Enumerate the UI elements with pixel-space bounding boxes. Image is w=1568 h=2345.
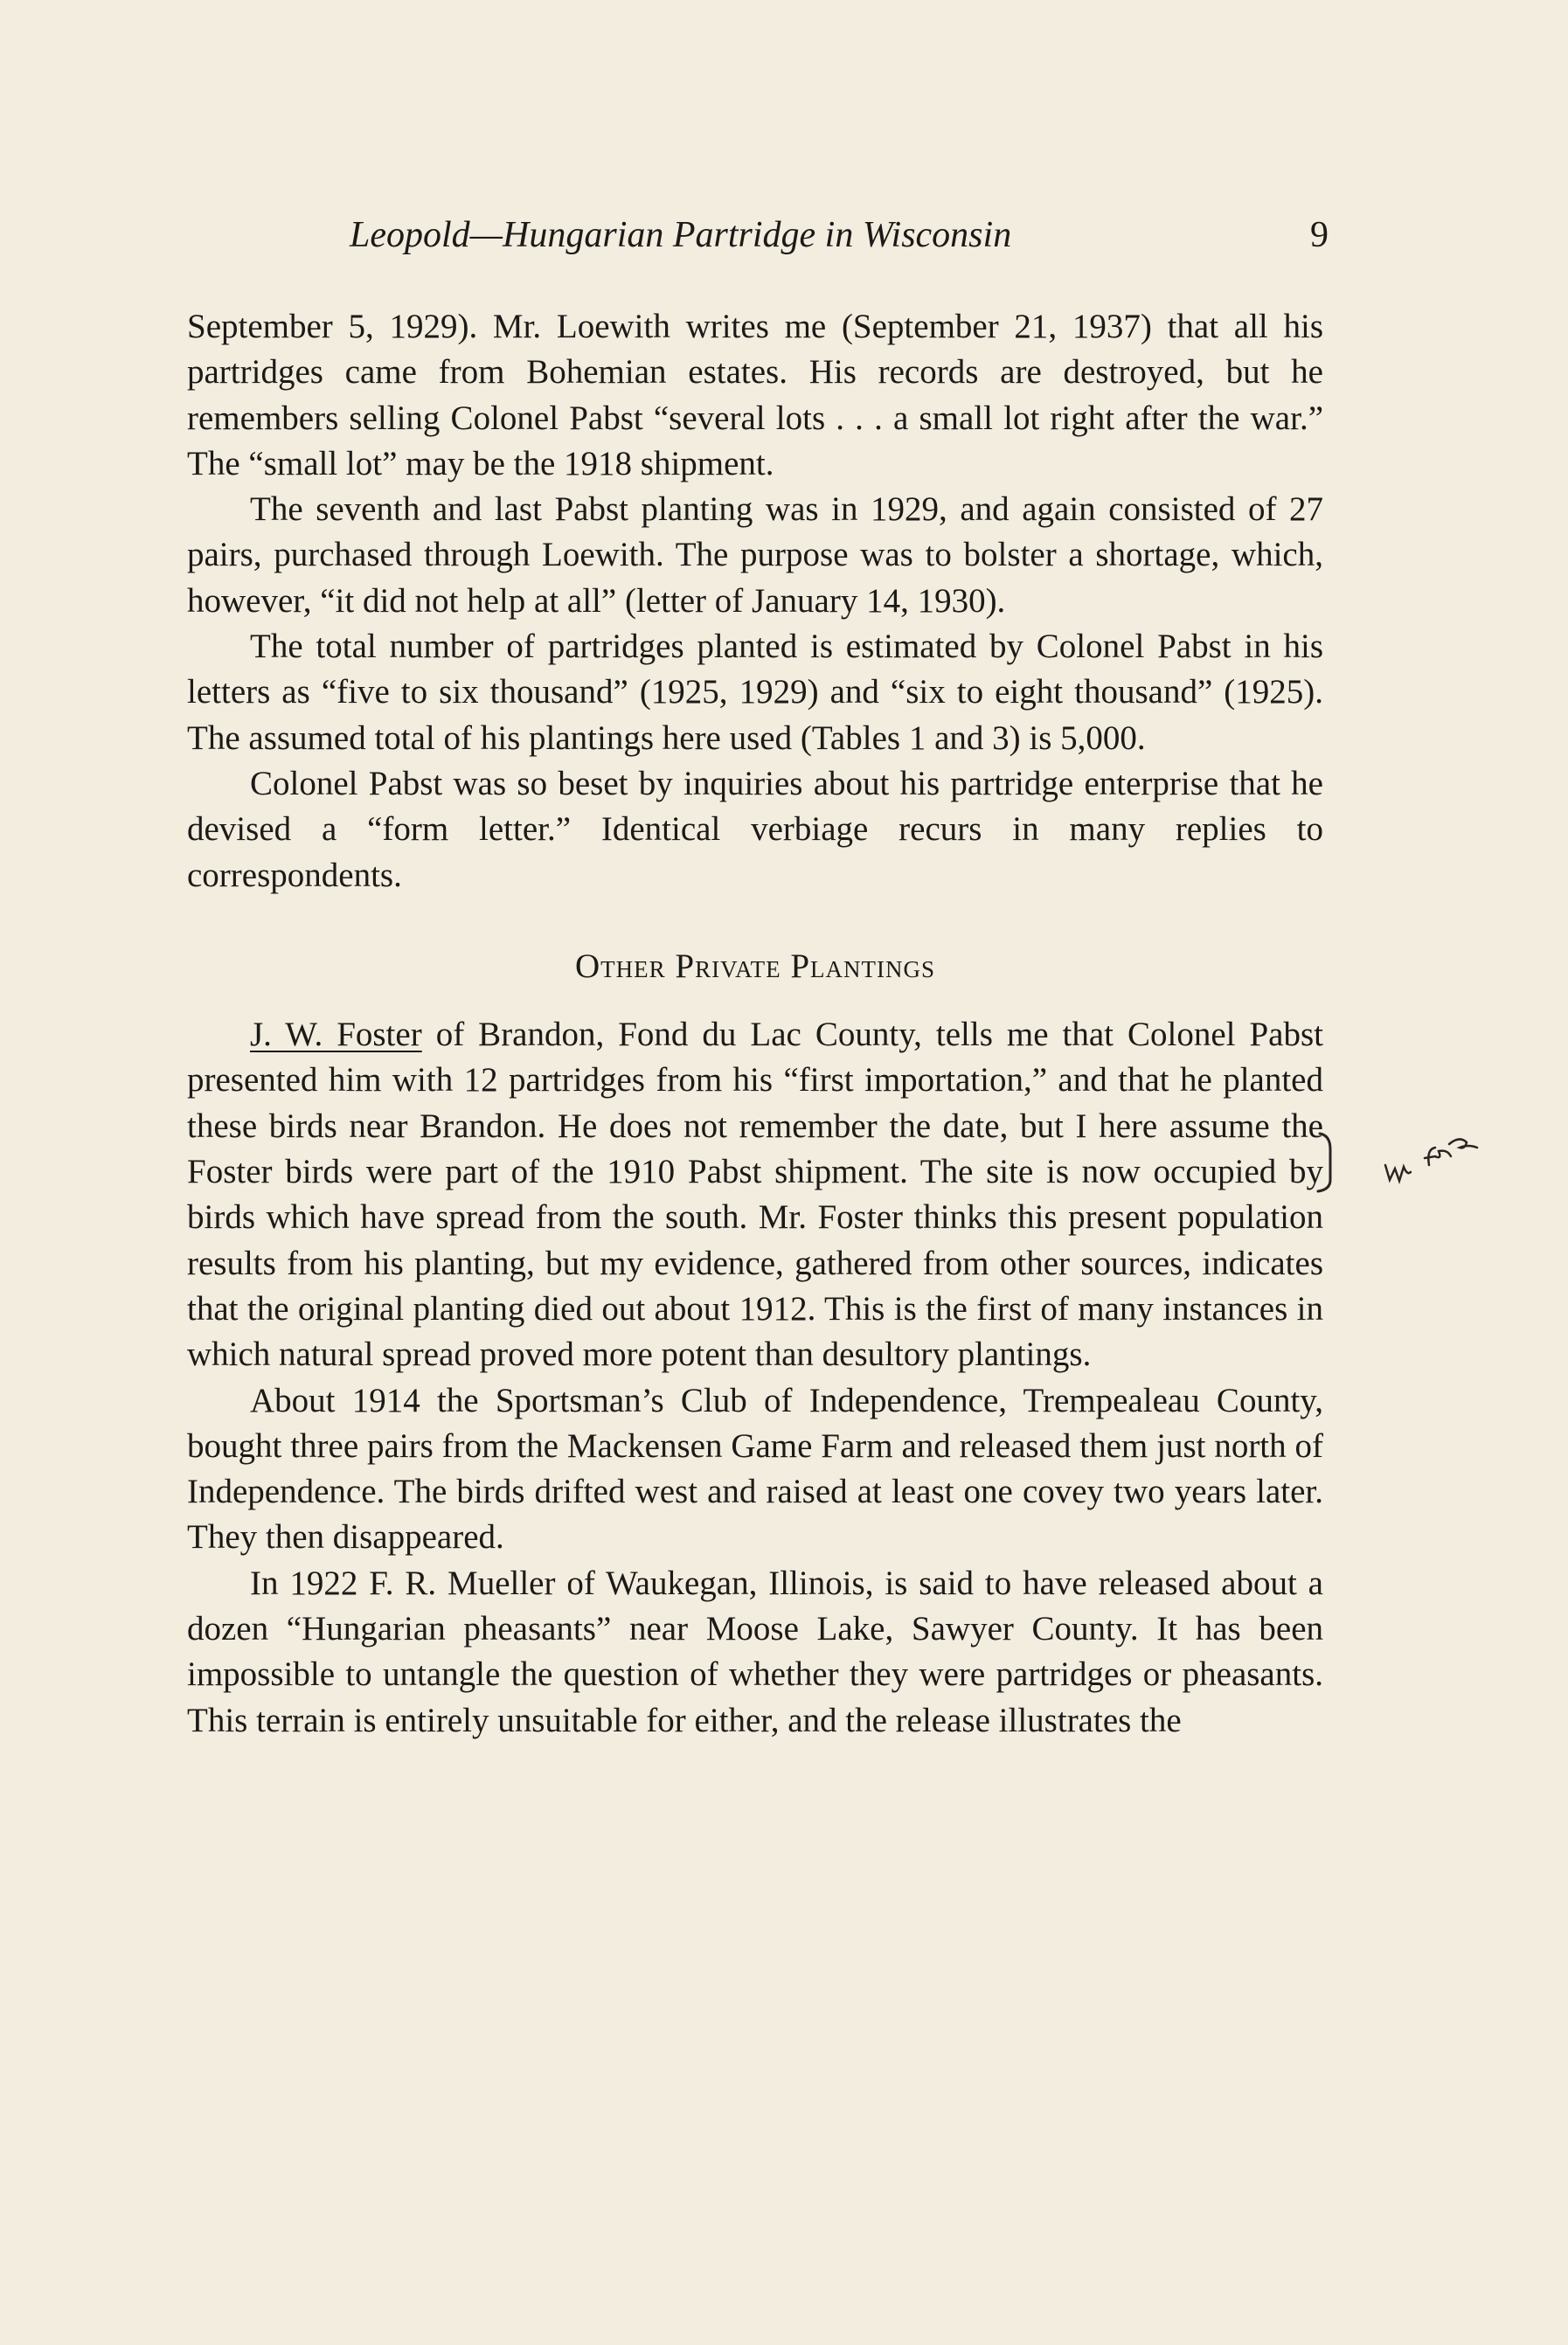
paragraph: September 5, 1929). Mr. Loewith writes me (September 21, 1937) that all his partridges came from Bohemian estates. His records are destroyed, but he remembers selling Colonel Pabst “several lots . . . a small lot right after the war.” The “small lot” may be the 1918 shipment.	[187, 308, 1323, 482]
paragraph-text: of Brandon, Fond du Lac County, tells me that Colonel Pabst presented him with 12 partridges from his “first importation,” and that he planted these birds near Brandon. He does not remember the date, but I here assume the Foster birds were part of the 1910 Pabst shipment. The site is now occupied by birds which have spread from the south. Mr. Foster thinks this present population results from his planting, but my evidence, gathered from other sources, indicates that the original planting died out about 1912. This is the first of many instances in which natural spread proved more potent than desultory plantings.	[187, 1016, 1324, 1374]
running-header	[350, 214, 1329, 256]
paragraph: About 1914 the Sportsman’s Club of Independence, Trempealeau County, bought three pairs from the Mackensen Game Farm and released them just north of Independence. The birds drifted west and raised at least one covey two years later. They then disappeared.	[187, 1381, 1323, 1557]
paragraph: The seventh and last Pabst planting was in 1929, and again consisted of 27 pairs, purchased through Loewith. The purpose was to bolster a shortage, which, however, “it did not help at all” (letter of January 14, 1930).	[187, 490, 1323, 620]
paragraph: The total number of partridges planted is estimated by Colonel Pabst in his letters as “five to six thousand” (1925, 1929) and “six to eight thousand” (1925). The assumed total of his plantings here used (Tables 1 and 3) is 5,000.	[187, 628, 1323, 757]
paragraph	[187, 1012, 1323, 1377]
section-heading: Other Private Plantings	[574, 947, 936, 985]
running-title: Leopold—Hungarian Partridge in Wisconsin	[350, 215, 1012, 255]
underlined-name: J. W. Foster	[250, 1016, 422, 1054]
paragraph: Colonel Pabst was so beset by inquiries about his partridge enterprise that he devised a “form letter.” Identical verbiage recurs in many replies to correspondents.	[187, 764, 1323, 894]
body-text	[187, 304, 1323, 1744]
paragraph: In 1922 F. R. Mueller of Waukegan, Illinois, is said to have released about a dozen “Hungarian pheasants” near Moose Lake, Sawyer County. It has been impossible to untangle the question of whether they were partridges or pheasants. This terrain is entirely unsuitable for either, and the release illustrates the	[187, 1564, 1323, 1739]
page-number: 9	[1310, 215, 1329, 255]
handwritten-annotation	[1311, 1132, 1556, 1228]
